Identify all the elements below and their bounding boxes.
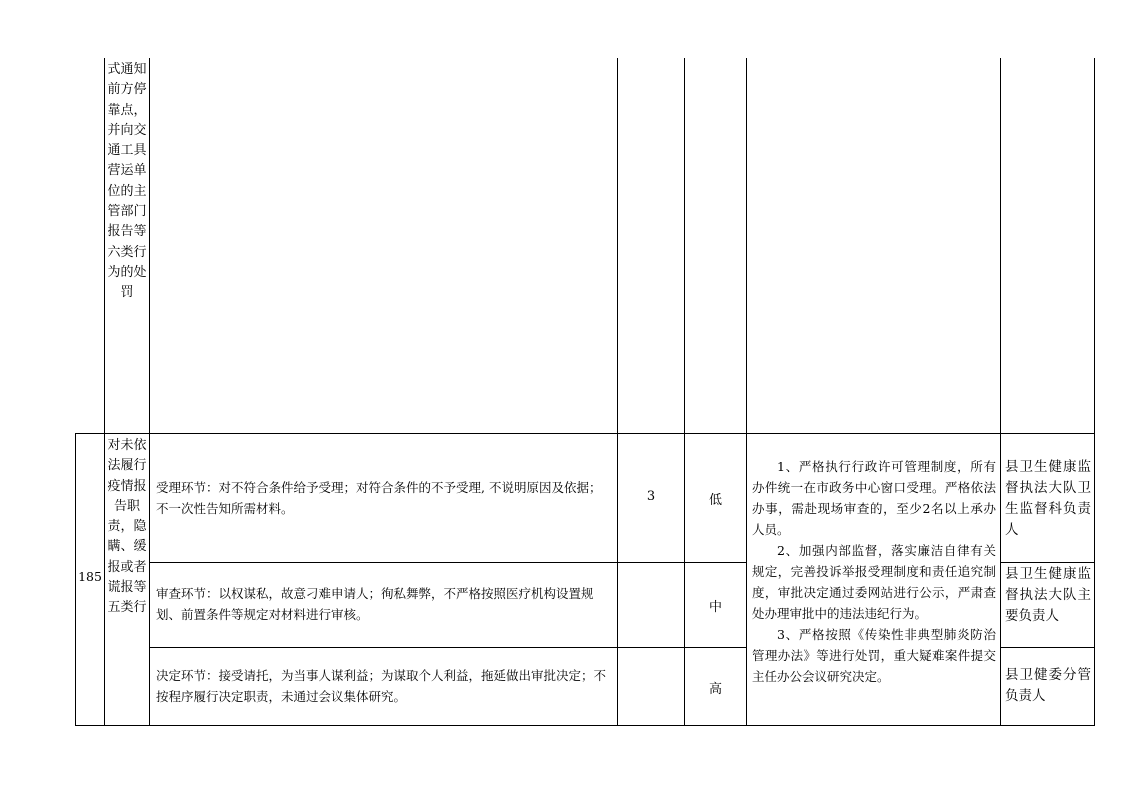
table-grid-line <box>149 58 150 726</box>
stage-responsible: 县卫生健康监督执法大队卫生监督科负责人 <box>1005 459 1091 538</box>
table-border-right <box>1094 58 1095 726</box>
row-number: 185 <box>78 569 102 584</box>
prev-item-text: 式通知前方停靠点，并向交通工具营运单位的主管部门报告等六类行为的处罚 <box>107 62 147 301</box>
table-row-divider <box>75 433 1095 434</box>
table-grid-line <box>1000 58 1001 726</box>
table-border-bottom <box>75 725 1095 726</box>
table-row-divider <box>149 562 746 563</box>
stage-process: 受理环节：对不符合条件给予受理；对符合条件的不予受理, 不说明原因及依据；不一次性告知所需材料。 <box>156 480 602 516</box>
table-grid-line <box>617 58 618 726</box>
stage-level: 高 <box>708 682 722 697</box>
table-grid-line <box>684 58 685 726</box>
stage-responsible: 县卫健委分管负责人 <box>1005 667 1091 704</box>
table-row-divider <box>1000 647 1095 648</box>
stage-level: 低 <box>708 493 722 508</box>
measure-item: 1、严格执行行政许可管理制度，所有办件统一在市政务中心窗口受理。严格依法办事，需赴现场审查的，至少2名以上承办人员。 <box>752 459 996 537</box>
item-text: 对未依法履行疫情报告职责，隐瞒、缓报或者谎报等五类行 <box>107 438 147 616</box>
table-grid-line <box>746 58 747 726</box>
stage-responsible: 县卫生健康监督执法大队主要负责人 <box>1005 566 1091 624</box>
measure-item: 3、严格按照《传染性非典型肺炎防治管理办法》等进行处罚，重大疑难案件提交主任办公会议研究决定。 <box>752 627 996 684</box>
stage-level: 中 <box>708 600 722 615</box>
stage-process: 决定环节：接受请托，为当事人谋利益；为谋取个人利益，拖延做出审批决定；不按程序履行决定职责，未通过会议集体研究。 <box>156 668 607 704</box>
table-row-divider <box>149 647 746 648</box>
prevention-measures <box>752 456 996 687</box>
table-row-divider <box>1000 562 1095 563</box>
measure-item: 2、加强内部监督，落实廉洁自律有关规定，完善投诉举报受理制度和责任追究制度，审批决定通过委网站进行公示，严肃查处办理审批中的违法违纪行为。 <box>752 543 996 621</box>
stage-process: 审查环节：以权谋私，故意刁难申请人；徇私舞弊，不严格按照医疗机构设置规划、前置条件等规定对材料进行审核。 <box>156 586 594 622</box>
stage-score: 3 <box>646 489 656 504</box>
